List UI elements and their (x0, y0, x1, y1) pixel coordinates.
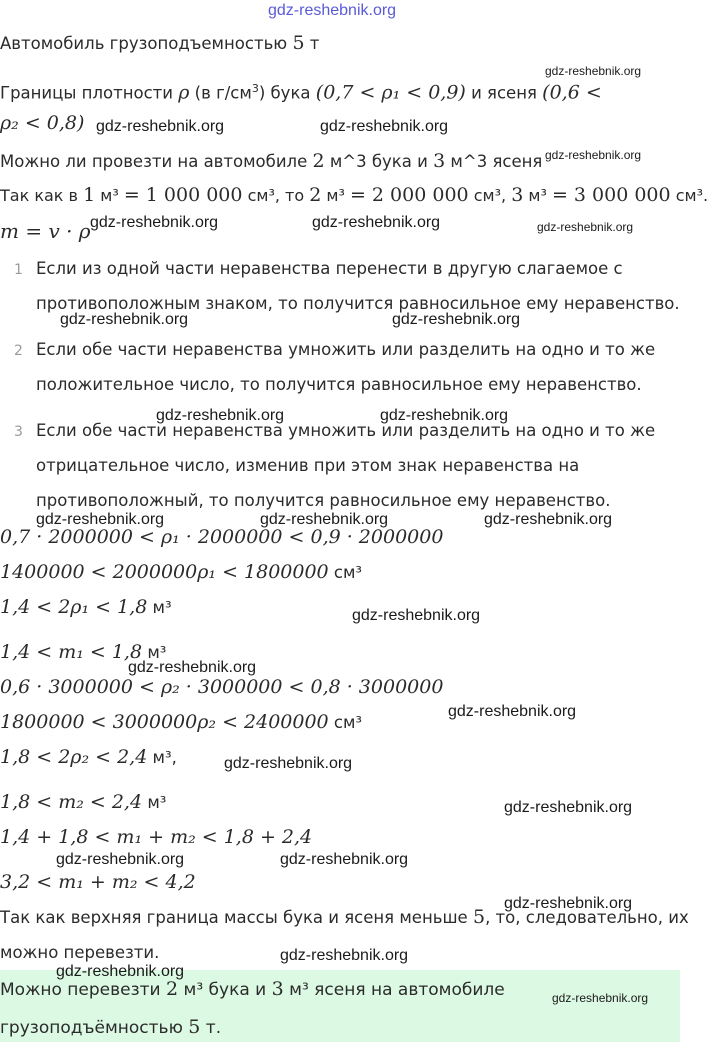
math-value: = 1 000 000 (123, 184, 243, 206)
text: м³ (321, 186, 350, 205)
watermark: gdz-reshebnik.org (260, 511, 389, 528)
watermark: gdz-reshebnik.org (352, 607, 481, 624)
math-value: 3 (511, 184, 524, 206)
math-value: 2 (312, 150, 325, 172)
unit: м³, (147, 748, 177, 767)
math-expr: 1,4 < 2ρ₁ < 1,8 (0, 596, 148, 618)
math-value: = 2 000 000 (349, 184, 469, 206)
text: см³. (670, 186, 708, 205)
watermark: gdz-reshebnik.org (504, 895, 633, 912)
watermark: gdz-reshebnik.org (484, 511, 613, 528)
watermark: gdz-reshebnik.org (545, 64, 642, 78)
watermark: gdz-reshebnik.org (504, 799, 633, 816)
site-header-link[interactable]: gdz-reshebnik.org (268, 2, 397, 19)
watermark: gdz-reshebnik.org (156, 407, 285, 424)
text: Границы плотности (0, 83, 179, 103)
text: , то, следовательно, их (485, 908, 689, 927)
unit: м³ (142, 643, 167, 662)
math-expr: 1,8 < 2ρ₂ < 2,4 (0, 746, 148, 768)
rule-3-line-3: противоположный, то получится равносильное ему неравенство. (36, 491, 611, 510)
conversion-line (0, 184, 708, 207)
math-expr: 1,4 < m₁ < 1,8 (0, 641, 143, 663)
watermark: gdz-reshebnik.org (545, 148, 642, 162)
math-expr: 1400000 < 2000000ρ₁ < 1800000 (0, 561, 329, 583)
calc-line-5: 0,6 · 3000000 < ρ₂ · 3000000 < 0,8 · 3000000 (0, 676, 444, 698)
math-value: 1 (83, 184, 96, 206)
rule-2-line-1: Если обе части неравенства умножить или разделить на одно и то же (36, 340, 656, 359)
math-value: 2 (166, 978, 179, 1000)
text: см³, (468, 186, 512, 205)
calc-line-8 (0, 791, 166, 814)
calc-line-7 (0, 746, 177, 769)
rule-1-line-2: противоположным знаком, то получится равносильное ему неравенство. (36, 294, 680, 313)
watermark: gdz-reshebnik.org (320, 118, 449, 135)
answer-line-2 (0, 1016, 221, 1039)
text: и ясеня (465, 83, 543, 103)
rule-number: 3 (14, 424, 23, 440)
watermark: gdz-reshebnik.org (312, 214, 441, 231)
problem-line-1 (0, 32, 319, 55)
superscript: 3 (251, 82, 259, 95)
ash-density-range-start: (0,6 < (542, 81, 602, 104)
text: Можно перевезти (0, 980, 166, 1000)
text: т. (200, 1018, 222, 1038)
answer-line-1 (0, 978, 505, 1001)
unit: т (304, 34, 320, 53)
unit: см³ (328, 563, 363, 582)
calc-line-1: 0,7 · 2000000 < ρ₁ · 2000000 < 0,9 · 2000000 (0, 526, 444, 548)
rule-3-line-1: Если обе части неравенства умножить или разделить на одно и то же (36, 421, 656, 440)
rule-number: 1 (14, 262, 23, 278)
text: грузоподъёмностью (0, 1018, 189, 1038)
problem-line-3: ρ₂ < 0,8) (0, 112, 85, 134)
rule-2-line-2: положительное число, то получится равносильное ему неравенство. (36, 375, 642, 394)
text: Автомобиль грузоподъемностью (0, 34, 293, 53)
math-value: 3 (271, 978, 284, 1000)
rho-symbol: ρ (178, 81, 190, 104)
calc-line-9: 1,4 + 1,8 < m₁ + m₂ < 1,8 + 2,4 (0, 826, 313, 848)
mass-formula: m = v · ρ (0, 219, 91, 243)
math-value: 5 (472, 906, 486, 928)
watermark: gdz-reshebnik.org (392, 311, 521, 328)
unit: м³ (142, 793, 167, 812)
watermark: gdz-reshebnik.org (56, 963, 185, 980)
calc-line-2 (0, 561, 362, 584)
math-value: = 3 000 000 (551, 184, 671, 206)
watermark: gdz-reshebnik.org (280, 851, 409, 868)
math-value: 2 (309, 184, 322, 206)
text: м³ (95, 186, 124, 205)
text: ) бука (258, 83, 316, 103)
watermark: gdz-reshebnik.org (552, 991, 649, 1005)
calc-line-6 (0, 711, 362, 734)
watermark: gdz-reshebnik.org (224, 755, 353, 772)
rule-3-line-2: отрицательное число, изменив при этом знак неравенства на (36, 456, 580, 475)
unit: см³ (328, 713, 363, 732)
rule-1-line-1: Если из одной части неравенства перенести в другую слагаемое с (36, 259, 623, 278)
watermark: gdz-reshebnik.org (448, 703, 577, 720)
watermark: gdz-reshebnik.org (60, 311, 189, 328)
text: Так как верхняя граница массы бука и ясеня меньше (0, 908, 473, 927)
watermark: gdz-reshebnik.org (36, 511, 165, 528)
watermark: gdz-reshebnik.org (380, 407, 509, 424)
problem-line-2 (0, 78, 602, 105)
conclusion-line-2: можно перевезти. (0, 943, 160, 962)
text: м³ (523, 186, 552, 205)
text: (в г/см (189, 83, 252, 103)
rule-number: 2 (14, 343, 23, 359)
text: Так как в (0, 186, 84, 205)
unit: м³ (147, 598, 172, 617)
watermark: gdz-reshebnik.org (537, 220, 634, 234)
text: м^3 ясеня (445, 152, 543, 171)
beech-density-range: (0,7 < ρ₁ < 0,9) (315, 81, 466, 104)
calc-line-10: 3,2 < m₁ + m₂ < 4,2 (0, 871, 196, 893)
watermark: gdz-reshebnik.org (56, 851, 185, 868)
text: Можно ли провезти на автомобиле (0, 152, 313, 171)
watermark: gdz-reshebnik.org (96, 118, 225, 135)
text: см³, то (242, 186, 310, 205)
math-value: 5 (292, 32, 305, 54)
calc-line-3 (0, 596, 172, 619)
watermark: gdz-reshebnik.org (90, 214, 219, 231)
watermark: gdz-reshebnik.org (128, 659, 257, 676)
text: м³ ясеня на автомобиле (283, 980, 505, 1000)
text: м³ бука и (178, 980, 272, 1000)
problem-question (0, 150, 542, 173)
math-value: 3 (433, 150, 446, 172)
math-value: 5 (188, 1016, 201, 1038)
math-expr: 1,8 < m₂ < 2,4 (0, 791, 143, 813)
text: м^3 бука и (324, 152, 434, 171)
watermark: gdz-reshebnik.org (280, 947, 409, 964)
math-expr: 1800000 < 3000000ρ₂ < 2400000 (0, 711, 329, 733)
